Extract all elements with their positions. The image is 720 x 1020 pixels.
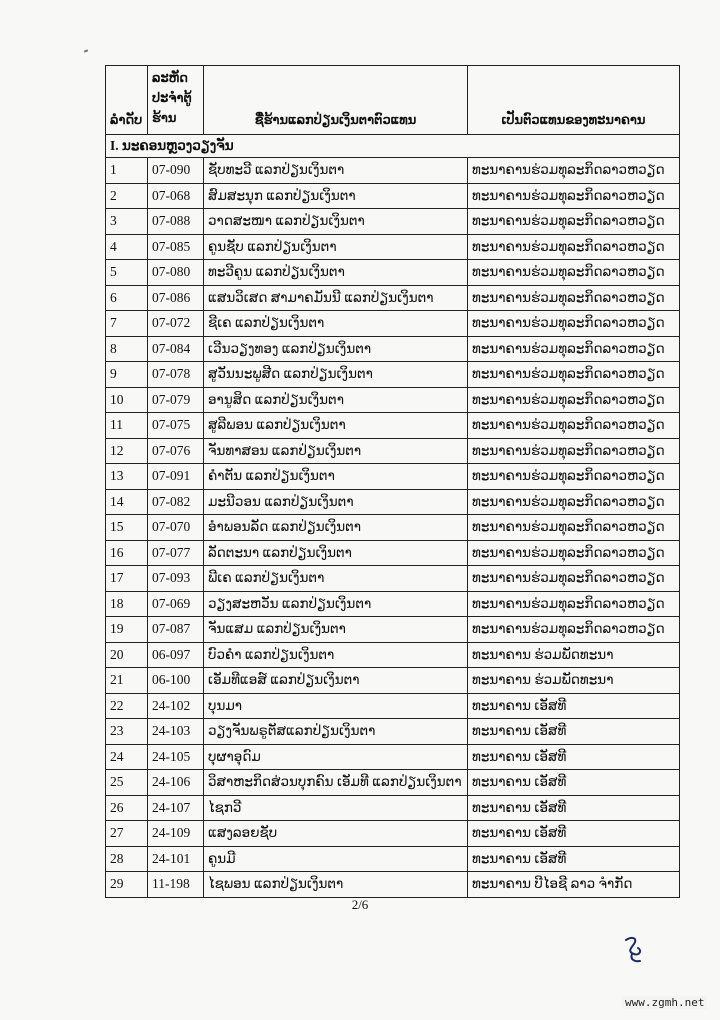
table-row	[106, 668, 680, 694]
table-row	[106, 285, 680, 311]
row-bank: ທະນາຄານຮ່ວມທຸລະກິດລາວຫວຽດ	[468, 387, 680, 413]
row-bank: ທະນາຄານ ຮ່ວມພັດທະນາ	[468, 642, 680, 668]
exchange-agent-table	[105, 65, 680, 898]
table-row	[106, 821, 680, 847]
row-number: 18	[106, 591, 148, 617]
row-number: 24	[106, 744, 148, 770]
row-bank: ທະນາຄານຮ່ວມທຸລະກິດລາວຫວຽດ	[468, 617, 680, 643]
row-shop-name: ເວີນວຽງທອງ ແລກປ່ຽນເງິນຕາ	[204, 336, 468, 362]
row-shop-name: ມະນີວອນ ແລກປ່ຽນເງິນຕາ	[204, 489, 468, 515]
table-row	[106, 489, 680, 515]
row-code: 24-101	[148, 846, 204, 872]
table-row	[106, 770, 680, 796]
row-code: 24-106	[148, 770, 204, 796]
row-code: 07-076	[148, 438, 204, 464]
row-code: 07-084	[148, 336, 204, 362]
row-code: 06-100	[148, 668, 204, 694]
row-bank: ທະນາຄານຮ່ວມທຸລະກິດລາວຫວຽດ	[468, 489, 680, 515]
row-number: 9	[106, 362, 148, 388]
row-shop-name: ບົວຄຳ ແລກປ່ຽນເງິນຕາ	[204, 642, 468, 668]
row-number: 8	[106, 336, 148, 362]
row-shop-name: ວິສາຫະກິດສ່ວນບຸກຄົນ ເອັມທີ ແລກປ່ຽນເງິນຕາ	[204, 770, 468, 796]
table-row	[106, 515, 680, 541]
row-bank: ທະນາຄານຮ່ວມທຸລະກິດລາວຫວຽດ	[468, 591, 680, 617]
table-row	[106, 464, 680, 490]
row-shop-name: ຄຳຕັນ ແລກປ່ຽນເງິນຕາ	[204, 464, 468, 490]
row-code: 07-090	[148, 158, 204, 184]
row-shop-name: ເອັມທີແອສ໌ ແລກປ່ຽນເງິນຕາ	[204, 668, 468, 694]
row-code: 07-087	[148, 617, 204, 643]
watermark-text: www.zgmh.net	[622, 996, 707, 1009]
table-row	[106, 617, 680, 643]
table-row	[106, 846, 680, 872]
row-shop-name: ຄູນຊັບ ແລກປ່ຽນເງິນຕາ	[204, 234, 468, 260]
header-bank: ເປັນຕົວແທນຂອງທະນາຄານ	[468, 66, 680, 135]
row-number: 4	[106, 234, 148, 260]
row-bank: ທະນາຄານຮ່ວມທຸລະກິດລາວຫວຽດ	[468, 260, 680, 286]
row-bank: ທະນາຄານ ເອັສທີ	[468, 795, 680, 821]
row-code: 24-105	[148, 744, 204, 770]
row-bank: ທະນາຄານຮ່ວມທຸລະກິດລາວຫວຽດ	[468, 285, 680, 311]
row-number: 2	[106, 183, 148, 209]
row-number: 21	[106, 668, 148, 694]
table-row	[106, 438, 680, 464]
row-code: 07-093	[148, 566, 204, 592]
row-shop-name: ໄຊພອນ ແລກປ່ຽນເງິນຕາ	[204, 872, 468, 898]
row-number: 22	[106, 693, 148, 719]
row-shop-name: ຊີເຄ ແລກປ່ຽນເງິນຕາ	[204, 311, 468, 337]
row-code: 24-102	[148, 693, 204, 719]
row-code: 07-079	[148, 387, 204, 413]
row-bank: ທະນາຄານ ເອັສທີ	[468, 846, 680, 872]
row-bank: ທະນາຄານ ເອັສທີ	[468, 719, 680, 745]
row-shop-name: ສູລີພອນ ແລກປ່ຽນເງິນຕາ	[204, 413, 468, 439]
row-number: 25	[106, 770, 148, 796]
row-code: 06-097	[148, 642, 204, 668]
table-row	[106, 183, 680, 209]
table-row	[106, 872, 680, 898]
table-row	[106, 362, 680, 388]
row-number: 6	[106, 285, 148, 311]
header-number: ລຳດັບ	[106, 66, 148, 135]
row-number: 29	[106, 872, 148, 898]
table-row	[106, 591, 680, 617]
row-shop-name: ແສງລອຍຊັບ	[204, 821, 468, 847]
table-row	[106, 260, 680, 286]
row-code: 11-198	[148, 872, 204, 898]
row-number: 10	[106, 387, 148, 413]
header-code	[148, 66, 204, 135]
row-code: 07-070	[148, 515, 204, 541]
row-shop-name: ສູວັນນະພູສີດ ແລກປ່ຽນເງິນຕາ	[204, 362, 468, 388]
row-number: 23	[106, 719, 148, 745]
row-bank: ທະນາຄານຮ່ວມທຸລະກິດລາວຫວຽດ	[468, 566, 680, 592]
row-code: 07-072	[148, 311, 204, 337]
row-number: 7	[106, 311, 148, 337]
scan-mark	[84, 49, 88, 52]
row-shop-name: ພີເຄ ແລກປ່ຽນເງິນຕາ	[204, 566, 468, 592]
row-number: 3	[106, 209, 148, 235]
row-number: 17	[106, 566, 148, 592]
row-number: 15	[106, 515, 148, 541]
header-shop-name: ຊື່ຮ້ານແລກປ່ຽນເງິນຕາຕົວແທນ	[204, 66, 468, 135]
row-code: 07-078	[148, 362, 204, 388]
row-bank: ທະນາຄານຮ່ວມທຸລະກິດລາວຫວຽດ	[468, 311, 680, 337]
table-row	[106, 642, 680, 668]
row-bank: ທະນາຄານຮ່ວມທຸລະກິດລາວຫວຽດ	[468, 540, 680, 566]
row-bank: ທະນາຄານຮ່ວມທຸລະກິດລາວຫວຽດ	[468, 158, 680, 184]
table-row	[106, 158, 680, 184]
row-number: 11	[106, 413, 148, 439]
row-code: 07-069	[148, 591, 204, 617]
row-bank: ທະນາຄານຮ່ວມທຸລະກິດລາວຫວຽດ	[468, 464, 680, 490]
row-shop-name: ວຽງຈັນພຣູຕັສແລກປ່ຽນເງິນຕາ	[204, 719, 468, 745]
row-bank: ທະນາຄານ ບີໄອຊີ ລາວ ຈຳກັດ	[468, 872, 680, 898]
row-bank: ທະນາຄານຮ່ວມທຸລະກິດລາວຫວຽດ	[468, 438, 680, 464]
table-row	[106, 744, 680, 770]
row-code: 24-103	[148, 719, 204, 745]
row-number: 27	[106, 821, 148, 847]
row-bank: ທະນາຄານຮ່ວມທຸລະກິດລາວຫວຽດ	[468, 234, 680, 260]
row-code: 07-080	[148, 260, 204, 286]
row-shop-name: ແສນວິເສດ ສາມາຄມັນນີ ແລກປ່ຽນເງິນຕາ	[204, 285, 468, 311]
row-bank: ທະນາຄານ ເອັສທີ	[468, 770, 680, 796]
row-shop-name: ທະວີຄູນ ແລກປ່ຽນເງິນຕາ	[204, 260, 468, 286]
row-shop-name: ວຽງສະຫວັນ ແລກປ່ຽນເງິນຕາ	[204, 591, 468, 617]
table-row	[106, 209, 680, 235]
row-code: 07-075	[148, 413, 204, 439]
table-row	[106, 413, 680, 439]
row-code: 24-109	[148, 821, 204, 847]
row-shop-name: ຈັນທາສອນ ແລກປ່ຽນເງິນຕາ	[204, 438, 468, 464]
row-number: 1	[106, 158, 148, 184]
row-code: 24-107	[148, 795, 204, 821]
table-row	[106, 540, 680, 566]
row-shop-name: ອານູສິດ ແລກປ່ຽນເງິນຕາ	[204, 387, 468, 413]
row-shop-name: ຄູນມີ	[204, 846, 468, 872]
row-code: 07-068	[148, 183, 204, 209]
signature-icon	[620, 932, 648, 966]
row-code: 07-085	[148, 234, 204, 260]
row-code: 07-077	[148, 540, 204, 566]
row-bank: ທະນາຄານຮ່ວມທຸລະກິດລາວຫວຽດ	[468, 362, 680, 388]
row-code: 07-082	[148, 489, 204, 515]
table-row	[106, 719, 680, 745]
row-number: 19	[106, 617, 148, 643]
row-shop-name: ໄຊກວີ	[204, 795, 468, 821]
row-bank: ທະນາຄານ ເອັສທີ	[468, 744, 680, 770]
section-title: I. ນະຄອນຫຼວງວຽງຈັນ	[106, 135, 680, 158]
table-row	[106, 336, 680, 362]
row-bank: ທະນາຄານຮ່ວມທຸລະກິດລາວຫວຽດ	[468, 209, 680, 235]
row-shop-name: ລັດຕະນາ ແລກປ່ຽນເງິນຕາ	[204, 540, 468, 566]
row-number: 16	[106, 540, 148, 566]
row-bank: ທະນາຄານຮ່ວມທຸລະກິດລາວຫວຽດ	[468, 336, 680, 362]
row-number: 5	[106, 260, 148, 286]
table-row	[106, 693, 680, 719]
row-shop-name: ຊັບທະວີ ແລກປ່ຽນເງິນຕາ	[204, 158, 468, 184]
table-row	[106, 566, 680, 592]
table-row	[106, 795, 680, 821]
header-code-line2: ປະຈຳຕູ້	[152, 90, 192, 105]
row-number: 13	[106, 464, 148, 490]
row-bank: ທະນາຄານຮ່ວມທຸລະກິດລາວຫວຽດ	[468, 515, 680, 541]
row-shop-name: ຈັນແສມ ແລກປ່ຽນເງິນຕາ	[204, 617, 468, 643]
row-number: 28	[106, 846, 148, 872]
row-bank: ທະນາຄານ ຮ່ວມພັດທະນາ	[468, 668, 680, 694]
row-number: 26	[106, 795, 148, 821]
section-row	[106, 135, 680, 158]
row-code: 07-091	[148, 464, 204, 490]
row-shop-name: ບຸນມາ	[204, 693, 468, 719]
table-row	[106, 311, 680, 337]
row-code: 07-086	[148, 285, 204, 311]
row-bank: ທະນາຄານ ເອັສທີ	[468, 693, 680, 719]
row-code: 07-088	[148, 209, 204, 235]
table-row	[106, 387, 680, 413]
header-code-line1: ລະຫັດ	[152, 70, 189, 85]
row-shop-name: ສົມສະນຸກ ແລກປ່ຽນເງິນຕາ	[204, 183, 468, 209]
header-code-line3: ຮ້ານ	[152, 110, 177, 125]
row-bank: ທະນາຄານຮ່ວມທຸລະກິດລາວຫວຽດ	[468, 183, 680, 209]
row-shop-name: ອຳພອນລັດ ແລກປ່ຽນເງິນຕາ	[204, 515, 468, 541]
row-shop-name: ບຸຜາອຸດົມ	[204, 744, 468, 770]
row-bank: ທະນາຄານ ເອັສທີ	[468, 821, 680, 847]
table-row	[106, 234, 680, 260]
row-shop-name: ວາດສະໜາ ແລກປ່ຽນເງິນຕາ	[204, 209, 468, 235]
row-number: 20	[106, 642, 148, 668]
row-bank: ທະນາຄານຮ່ວມທຸລະກິດລາວຫວຽດ	[468, 413, 680, 439]
page-number: 2/6	[351, 897, 369, 912]
table-header-row	[106, 66, 680, 135]
row-number: 14	[106, 489, 148, 515]
row-number: 12	[106, 438, 148, 464]
